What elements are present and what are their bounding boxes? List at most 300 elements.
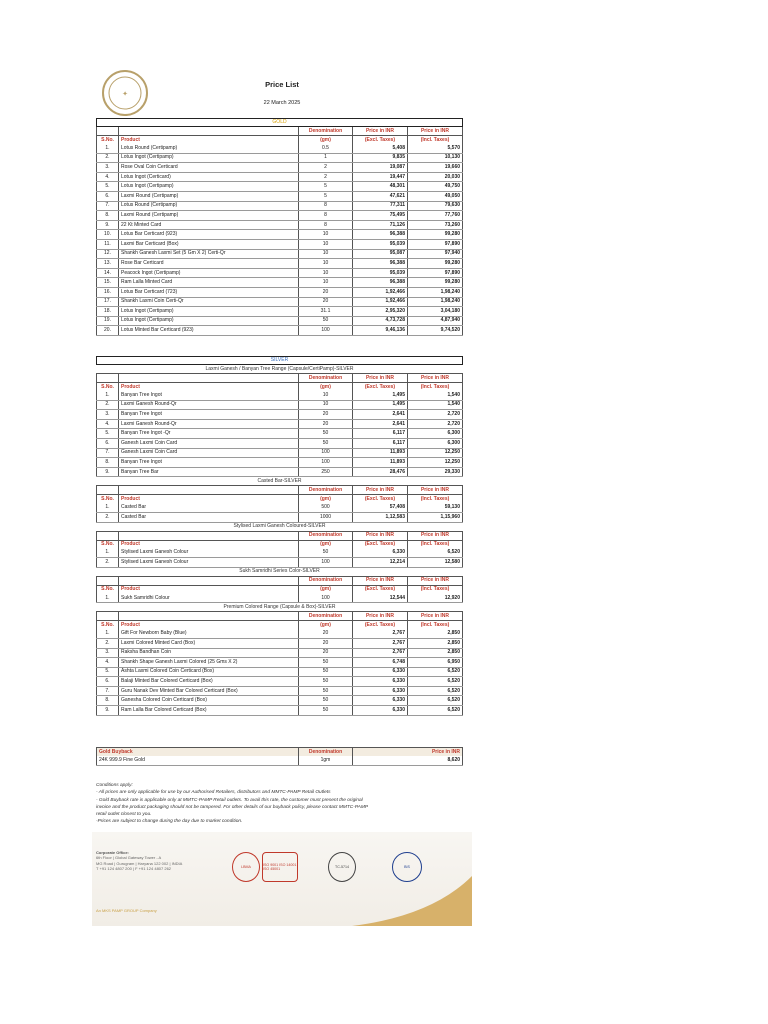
product-cell: Rose Oval Coin Certicard — [119, 163, 299, 173]
header-blank — [97, 576, 119, 585]
group-company-text: An MKS PAMP GROUP Company — [96, 908, 157, 913]
denomination-cell: 10 — [299, 230, 353, 240]
table-row — [97, 706, 463, 716]
buyback-row — [97, 756, 463, 765]
price-incl-cell: 12,250 — [408, 458, 463, 468]
product-header: Product — [119, 585, 299, 594]
price-incl-cell: 12,580 — [408, 558, 463, 568]
product-cell: Laxmi Bar Certicard (Box) — [119, 239, 299, 249]
table-row — [97, 503, 463, 512]
price-excl-sub-header: (Excl. Taxes) — [353, 495, 408, 504]
product-cell: Lotus Bar Certicard (723) — [119, 287, 299, 297]
conditions-line: - Gold Buyback rate is applicable only at MMTC-PAMP Retail outlets. To avail this rate, the customer must present the original — [96, 797, 363, 803]
price-excl-cell: 96,388 — [353, 278, 408, 288]
range-title — [97, 567, 463, 576]
denomination-header: Denomination — [299, 486, 353, 495]
conditions-line: retail outlet closest to you. — [96, 812, 152, 818]
sno-cell: 20. — [97, 326, 119, 336]
price-incl-cell: 6,300 — [408, 429, 463, 439]
price-incl-header: Price in INR — [408, 531, 463, 540]
sno-cell: 7. — [97, 686, 119, 696]
product-cell: Banyan Tree Ingot — [119, 410, 299, 420]
denomination-cell: 20 — [299, 287, 353, 297]
price-excl-cell: 19,087 — [353, 163, 408, 173]
price-incl-cell: 99,280 — [408, 259, 463, 269]
denomination-cell: 10 — [299, 400, 353, 410]
column-header-row — [97, 127, 463, 136]
table-row — [97, 429, 463, 439]
price-incl-sub-header: (Incl. Taxes) — [408, 495, 463, 504]
price-incl-sub-header: (Incl. Taxes) — [408, 621, 463, 630]
price-incl-cell: 1,98,240 — [408, 297, 463, 307]
table-row — [97, 629, 463, 638]
buyback-header-row — [97, 748, 463, 757]
page-footer — [92, 832, 472, 926]
denomination-unit-header: (gm) — [299, 136, 353, 145]
sno-cell: 1. — [97, 391, 119, 400]
table-row — [97, 287, 463, 297]
table-row — [97, 144, 463, 153]
price-excl-cell: 5,408 — [353, 144, 408, 153]
denomination-cell: 10 — [299, 249, 353, 259]
price-excl-cell: 75,495 — [353, 211, 408, 221]
product-header: Product — [119, 383, 299, 392]
price-excl-cell: 6,748 — [353, 658, 408, 668]
price-excl-cell: 1,495 — [353, 400, 408, 410]
table-row — [97, 400, 463, 410]
denomination-cell: 0.5 — [299, 144, 353, 153]
denomination-cell: 50 — [299, 706, 353, 716]
sno-header: S.No. — [97, 136, 119, 145]
price-excl-sub-header: (Excl. Taxes) — [353, 621, 408, 630]
price-incl-cell: 20,030 — [408, 172, 463, 182]
price-excl-cell: 28,476 — [353, 467, 408, 477]
table-row — [97, 230, 463, 240]
product-cell: Lotus Round (Certipamp) — [119, 144, 299, 153]
sno-cell: 6. — [97, 438, 119, 448]
denomination-cell: 100 — [299, 458, 353, 468]
table-row — [97, 259, 463, 269]
denomination-cell: 50 — [299, 696, 353, 706]
denomination-cell: 50 — [299, 316, 353, 326]
sno-cell: 3. — [97, 163, 119, 173]
header-blank — [97, 531, 119, 540]
price-incl-cell: 6,520 — [408, 667, 463, 677]
price-excl-cell: 11,893 — [353, 458, 408, 468]
product-cell: Casted Bar — [119, 503, 299, 512]
sno-cell: 19. — [97, 316, 119, 326]
price-incl-cell: 9,74,520 — [408, 326, 463, 336]
product-header: Product — [119, 136, 299, 145]
price-excl-cell: 9,46,136 — [353, 326, 408, 336]
table-row — [97, 307, 463, 317]
table-row — [97, 201, 463, 211]
section-band — [97, 357, 463, 365]
product-cell: Banyan Tree Bar — [119, 467, 299, 477]
price-incl-cell: 77,760 — [408, 211, 463, 221]
sno-cell: 16. — [97, 287, 119, 297]
office-line: MG Road | Gurugram | Haryana 122 002 | INDIA — [96, 860, 183, 866]
price-incl-cell: 97,890 — [408, 268, 463, 278]
price-incl-cell: 19,660 — [408, 163, 463, 173]
price-excl-cell: 6,330 — [353, 696, 408, 706]
denomination-unit-header: (gm) — [299, 585, 353, 594]
price-incl-cell: 73,260 — [408, 220, 463, 230]
price-excl-header: Price in INR — [353, 576, 408, 585]
denomination-cell: 1 — [299, 153, 353, 163]
price-incl-cell: 6,520 — [408, 686, 463, 696]
product-cell: Laxmi Round (Certipamp) — [119, 191, 299, 201]
denomination-cell: 10 — [299, 278, 353, 288]
section-band-label: GOLD — [97, 119, 463, 127]
column-header-row — [97, 383, 463, 392]
price-excl-cell: 2,767 — [353, 629, 408, 638]
price-excl-cell: 48,301 — [353, 182, 408, 192]
sno-cell: 3. — [97, 648, 119, 658]
product-cell: Laxmi Colored Minted Card (Box) — [119, 638, 299, 648]
price-excl-cell: 6,117 — [353, 438, 408, 448]
sno-cell: 11. — [97, 239, 119, 249]
sno-cell: 8. — [97, 696, 119, 706]
price-excl-cell: 6,330 — [353, 677, 408, 687]
header-blank — [119, 612, 299, 621]
sno-cell: 9. — [97, 467, 119, 477]
denomination-cell: 20 — [299, 297, 353, 307]
sno-cell: 7. — [97, 201, 119, 211]
column-header-row — [97, 374, 463, 383]
svg-text:✦: ✦ — [122, 91, 128, 98]
price-excl-cell: 6,330 — [353, 667, 408, 677]
price-excl-cell: 19,447 — [353, 172, 408, 182]
sno-cell: 17. — [97, 297, 119, 307]
table-row — [97, 667, 463, 677]
sno-header: S.No. — [97, 585, 119, 594]
price-excl-cell: 71,126 — [353, 220, 408, 230]
price-excl-sub-header: (Excl. Taxes) — [353, 136, 408, 145]
table-row — [97, 448, 463, 458]
buyback-item-cell: 24K 999.9 Fine Gold — [97, 756, 299, 765]
sno-cell: 2. — [97, 512, 119, 522]
table-row — [97, 549, 463, 558]
sno-cell: 1. — [97, 629, 119, 638]
product-cell: Ganesh Laxmi Coin Card — [119, 448, 299, 458]
range-title-label: Premium Colored Range (Capsule & Box)-SILVER — [223, 603, 336, 610]
column-header-row — [97, 540, 463, 549]
price-incl-cell: 29,330 — [408, 467, 463, 477]
table-row — [97, 677, 463, 687]
table-row — [97, 391, 463, 400]
table-row — [97, 220, 463, 230]
denomination-cell: 10 — [299, 259, 353, 269]
table-row — [97, 438, 463, 448]
price-incl-cell: 49,750 — [408, 182, 463, 192]
denomination-cell: 1000 — [299, 512, 353, 522]
table-row — [97, 278, 463, 288]
denomination-cell: 50 — [299, 686, 353, 696]
price-incl-header: Price in INR — [408, 576, 463, 585]
table-row — [97, 316, 463, 326]
sno-cell: 5. — [97, 182, 119, 192]
buyback-denomination-header: Denomination — [299, 748, 353, 757]
table-row — [97, 458, 463, 468]
product-cell: Laxmi Ganesh Round-Qr — [119, 419, 299, 429]
price-excl-header: Price in INR — [353, 374, 408, 383]
product-cell: Lotus Minted Bar Certicard (923) — [119, 326, 299, 336]
denomination-cell: 50 — [299, 658, 353, 668]
table-row — [97, 163, 463, 173]
denomination-cell: 2 — [299, 163, 353, 173]
price-incl-header: Price in INR — [408, 486, 463, 495]
header-blank — [97, 127, 119, 136]
denomination-cell: 100 — [299, 558, 353, 568]
price-excl-cell: 2,641 — [353, 410, 408, 420]
price-excl-cell: 6,117 — [353, 429, 408, 439]
table-row — [97, 410, 463, 420]
gold-price-table — [96, 118, 463, 336]
price-incl-sub-header: (Incl. Taxes) — [408, 136, 463, 145]
price-incl-cell: 3,04,180 — [408, 307, 463, 317]
sno-cell: 2. — [97, 558, 119, 568]
denomination-cell: 8 — [299, 211, 353, 221]
table-row — [97, 558, 463, 568]
price-incl-cell: 2,720 — [408, 410, 463, 420]
table-row — [97, 249, 463, 259]
sno-cell: 12. — [97, 249, 119, 259]
sno-cell: 5. — [97, 667, 119, 677]
table-row — [97, 297, 463, 307]
product-header: Product — [119, 495, 299, 504]
table-row — [97, 467, 463, 477]
iso-badge-icon: ISO 9001 ISO 14001 ISO 45001 — [262, 852, 298, 882]
lbma-badge-icon: LBMA — [232, 852, 260, 882]
range-title — [97, 603, 463, 612]
denomination-unit-header: (gm) — [299, 495, 353, 504]
price-excl-cell: 6,330 — [353, 686, 408, 696]
price-incl-cell: 12,920 — [408, 594, 463, 603]
price-incl-cell: 99,280 — [408, 278, 463, 288]
denomination-cell: 20 — [299, 410, 353, 420]
sno-header: S.No. — [97, 540, 119, 549]
price-incl-cell: 1,540 — [408, 391, 463, 400]
price-incl-cell: 2,850 — [408, 648, 463, 658]
product-cell: Lotus Ingot (Certipamp) — [119, 316, 299, 326]
price-excl-header: Price in INR — [353, 531, 408, 540]
denomination-cell: 20 — [299, 419, 353, 429]
product-cell: Lotus Bar Certicard (923) — [119, 230, 299, 240]
page-title: Price List — [265, 80, 299, 89]
denomination-cell: 31.1 — [299, 307, 353, 317]
price-incl-cell: 6,520 — [408, 549, 463, 558]
price-incl-cell: 1,540 — [408, 400, 463, 410]
product-cell: Rose Bar Certicard — [119, 259, 299, 269]
table-row — [97, 326, 463, 336]
denomination-header: Denomination — [299, 576, 353, 585]
price-incl-header: Price in INR — [408, 374, 463, 383]
denomination-cell: 50 — [299, 549, 353, 558]
denomination-cell: 20 — [299, 629, 353, 638]
column-header-row — [97, 621, 463, 630]
header-blank — [119, 576, 299, 585]
price-incl-cell: 12,250 — [408, 448, 463, 458]
denomination-cell: 20 — [299, 648, 353, 658]
price-incl-cell: 1,98,240 — [408, 287, 463, 297]
sno-cell: 6. — [97, 191, 119, 201]
price-incl-cell: 1,15,960 — [408, 512, 463, 522]
denomination-cell: 8 — [299, 220, 353, 230]
conditions-line: -Prices are subject to change during the day due to market condition. — [96, 819, 243, 825]
price-date: 22 March 2025 — [263, 100, 301, 106]
sno-cell: 4. — [97, 172, 119, 182]
table-row — [97, 172, 463, 182]
denomination-cell: 100 — [299, 448, 353, 458]
price-incl-header: Price in INR — [408, 127, 463, 136]
price-excl-cell: 77,311 — [353, 201, 408, 211]
range-title-label: Casted Bar-SILVER — [257, 477, 302, 484]
range-title — [97, 365, 463, 374]
sno-cell: 2. — [97, 153, 119, 163]
table-row — [97, 686, 463, 696]
range-title-label: Laxmi Ganesh / Banyan Tree Range (Capsule/CertiPamp)-SILVER — [205, 365, 354, 372]
sno-cell: 3. — [97, 410, 119, 420]
buyback-unit-cell: 1gm — [299, 756, 353, 765]
price-incl-cell: 6,520 — [408, 696, 463, 706]
denomination-header: Denomination — [299, 374, 353, 383]
price-incl-cell: 59,130 — [408, 503, 463, 512]
column-header-row — [97, 136, 463, 145]
price-excl-cell: 96,388 — [353, 230, 408, 240]
price-excl-cell: 95,087 — [353, 249, 408, 259]
price-excl-cell: 1,495 — [353, 391, 408, 400]
price-incl-cell: 5,570 — [408, 144, 463, 153]
price-incl-cell: 6,520 — [408, 706, 463, 716]
price-excl-header: Price in INR — [353, 127, 408, 136]
price-incl-cell: 6,520 — [408, 677, 463, 687]
product-cell: Banyan Tree Ingot — [119, 458, 299, 468]
sno-cell: 5. — [97, 429, 119, 439]
header-blank — [97, 374, 119, 383]
price-incl-sub-header: (Incl. Taxes) — [408, 540, 463, 549]
product-cell: Ganesh Laxmi Coin Card — [119, 438, 299, 448]
sno-cell: 2. — [97, 638, 119, 648]
conditions-line: Conditions apply: — [96, 783, 133, 788]
table-row — [97, 211, 463, 221]
product-cell: Stylised Laxmi Ganesh Colour — [119, 558, 299, 568]
sno-cell: 1. — [97, 144, 119, 153]
product-cell: Ganesha Colored Coin Certicard (Box) — [119, 696, 299, 706]
denomination-header: Denomination — [299, 531, 353, 540]
conditions-line: invoice and the product packaging should not be tampered. For other details of our buyback policy, please contact MMTC-PAMP — [96, 804, 369, 810]
header-blank — [119, 531, 299, 540]
table-row — [97, 268, 463, 278]
denomination-cell: 50 — [299, 677, 353, 687]
table-row — [97, 512, 463, 522]
sno-cell: 4. — [97, 658, 119, 668]
denomination-header: Denomination — [299, 612, 353, 621]
column-header-row — [97, 585, 463, 594]
price-incl-cell: 97,940 — [408, 249, 463, 259]
office-title: Corporate Office: — [96, 850, 129, 855]
range-title-label: Sukh Samridhi Series Color-SILVER — [239, 568, 320, 575]
header-blank — [97, 612, 119, 621]
product-cell: Guru Nanak Dev Minted Bar Colored Certicard (Box) — [119, 686, 299, 696]
product-cell: Shankh Shape Ganesh Laxmi Colored (25 Gms X 2) — [119, 658, 299, 668]
sno-cell: 9. — [97, 220, 119, 230]
product-cell: Lotus Ingot (Certicard) — [119, 172, 299, 182]
product-cell: Raksha Bandhan Coin — [119, 648, 299, 658]
denomination-cell: 8 — [299, 201, 353, 211]
price-excl-cell: 1,92,466 — [353, 287, 408, 297]
price-excl-cell: 4,73,728 — [353, 316, 408, 326]
price-incl-cell: 2,720 — [408, 419, 463, 429]
price-incl-header: Price in INR — [408, 612, 463, 621]
conditions-text — [96, 782, 462, 826]
price-excl-cell: 6,330 — [353, 549, 408, 558]
denomination-cell: 50 — [299, 667, 353, 677]
price-incl-cell: 97,890 — [408, 239, 463, 249]
product-cell: Gift For Newborn Baby (Blue) — [119, 629, 299, 638]
table-row — [97, 648, 463, 658]
sno-cell: 4. — [97, 419, 119, 429]
bis-badge-icon: BIS — [392, 852, 422, 882]
sno-cell: 1. — [97, 594, 119, 603]
gold-swoosh-icon — [352, 876, 472, 926]
price-excl-cell: 2,95,320 — [353, 307, 408, 317]
price-incl-cell: 6,950 — [408, 658, 463, 668]
denomination-cell: 250 — [299, 467, 353, 477]
product-header: Product — [119, 621, 299, 630]
column-header-row — [97, 486, 463, 495]
section-band — [97, 119, 463, 127]
product-header: Product — [119, 540, 299, 549]
denomination-unit-header: (gm) — [299, 621, 353, 630]
product-cell: Shankh Laxmi Coin Certi-Qr — [119, 297, 299, 307]
price-incl-cell: 10,130 — [408, 153, 463, 163]
mmtc-pamp-logo-icon — [100, 68, 150, 118]
price-excl-cell: 2,767 — [353, 638, 408, 648]
sno-header: S.No. — [97, 495, 119, 504]
denomination-cell: 10 — [299, 268, 353, 278]
price-incl-cell: 49,050 — [408, 191, 463, 201]
product-cell: Ashta Laxmi Colored Coin Certicard (Box) — [119, 667, 299, 677]
sno-header: S.No. — [97, 621, 119, 630]
sno-cell: 2. — [97, 400, 119, 410]
price-excl-cell: 12,214 — [353, 558, 408, 568]
denomination-cell: 100 — [299, 326, 353, 336]
table-row — [97, 153, 463, 163]
price-list-page — [92, 60, 472, 926]
price-incl-cell: 2,850 — [408, 629, 463, 638]
sno-cell: 8. — [97, 458, 119, 468]
buyback-label: Gold Buyback — [97, 748, 299, 757]
table-row — [97, 638, 463, 648]
denomination-cell: 2 — [299, 172, 353, 182]
denomination-cell: 20 — [299, 638, 353, 648]
denomination-cell: 10 — [299, 239, 353, 249]
silver-price-table — [96, 356, 463, 716]
product-cell: Balaji Minted Bar Colored Certicard (Box) — [119, 677, 299, 687]
sno-cell: 15. — [97, 278, 119, 288]
price-incl-sub-header: (Incl. Taxes) — [408, 383, 463, 392]
table-row — [97, 239, 463, 249]
sno-cell: 1. — [97, 503, 119, 512]
price-incl-cell: 79,630 — [408, 201, 463, 211]
sno-cell: 9. — [97, 706, 119, 716]
price-excl-cell: 2,641 — [353, 419, 408, 429]
denomination-cell: 50 — [299, 438, 353, 448]
price-excl-cell: 6,330 — [353, 706, 408, 716]
price-incl-cell: 99,280 — [408, 230, 463, 240]
denomination-unit-header: (gm) — [299, 540, 353, 549]
